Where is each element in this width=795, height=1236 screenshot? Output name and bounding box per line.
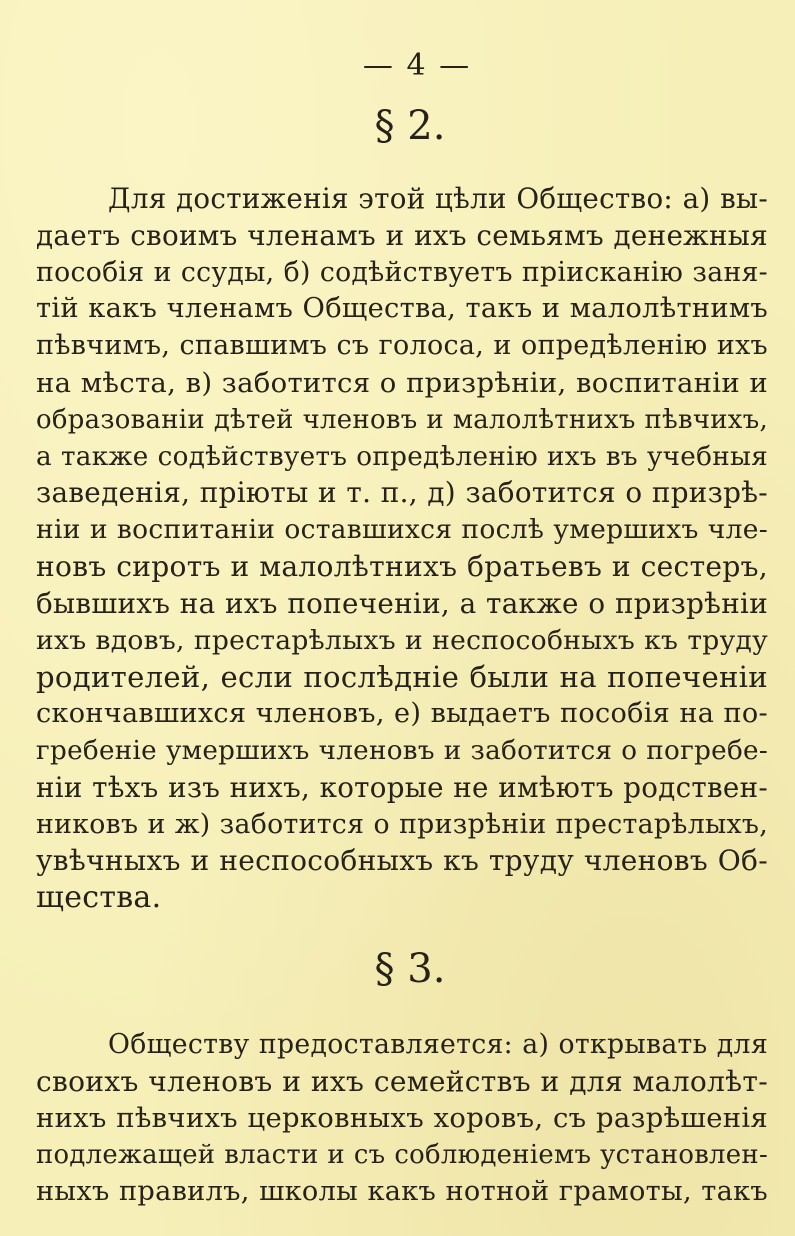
text-line: скончавшихся членовъ, е) выдаетъ пособія на по- xyxy=(36,698,768,730)
section-heading-3: § 3. xyxy=(374,945,446,992)
text-line: Обществу предоставляется: а) открывать для xyxy=(108,1028,768,1060)
text-line: родителей, если послѣдніе были на попеченіи xyxy=(36,660,768,695)
text-line: нихъ пѣвчихъ церковныхъ хоровъ, съ разрѣшенія xyxy=(36,1102,768,1134)
text-line: никовъ и ж) заботится о призрѣніи престарѣлыхъ, xyxy=(36,808,768,840)
text-line: подлежащей власти и съ соблюденіемъ установлен- xyxy=(36,1140,768,1171)
text-line: на мѣста, в) заботится о призрѣніи, воспитаніи и xyxy=(36,366,768,399)
text-line: гребеніе умершихъ членовъ и заботится о погребе- xyxy=(36,735,768,766)
text-line: бывшихъ на ихъ попеченіи, а также о призрѣніи xyxy=(36,586,768,620)
text-line: ныхъ правилъ, школы какъ нотной грамоты, такъ xyxy=(36,1176,768,1208)
text-line: а также содѣйствуетъ опредѣленію ихъ въ учебныя xyxy=(36,441,768,472)
text-line: даетъ своимъ членамъ и ихъ семьямъ денежныя xyxy=(36,218,768,252)
section-2-paragraph xyxy=(36,181,768,917)
text-line: своихъ членовъ и ихъ семействъ и для малолѣт- xyxy=(36,1064,768,1098)
page-number: — 4 — xyxy=(362,48,472,83)
text-line: увѣчныхъ и неспособныхъ къ труду членовъ Об- xyxy=(36,844,768,878)
text-line: новъ сиротъ и малолѣтнихъ братьевъ и сестеръ, xyxy=(36,549,768,583)
text-line: щества. xyxy=(36,880,162,916)
text-line: пособія и ссуды, б) содѣйствуетъ пріисканію заня- xyxy=(36,256,768,288)
text-line: ніи и воспитаніи оставшихся послѣ умершихъ чле- xyxy=(36,514,768,546)
text-line: Для достиженія этой цѣли Общество: а) вы- xyxy=(108,182,768,215)
section-3-paragraph xyxy=(36,1027,768,1211)
text-line: ніи тѣхъ изъ нихъ, которые не имѣютъ родствен- xyxy=(36,770,768,804)
text-line: тій какъ членамъ Общества, такъ и малолѣтнимъ xyxy=(36,293,768,325)
section-heading-2: § 2. xyxy=(374,103,446,149)
text-line: пѣвчимъ, спавшимъ съ голоса, и опредѣленію ихъ xyxy=(36,330,768,362)
text-line: образованіи дѣтей членовъ и малолѣтнихъ пѣвчихъ, xyxy=(36,404,768,435)
book-page xyxy=(36,48,768,1228)
text-line: ихъ вдовъ, престарѣлыхъ и неспособныхъ къ труду xyxy=(36,624,768,656)
text-line: заведенія, пріюты и т. п., д) заботится о призрѣ- xyxy=(36,476,768,510)
